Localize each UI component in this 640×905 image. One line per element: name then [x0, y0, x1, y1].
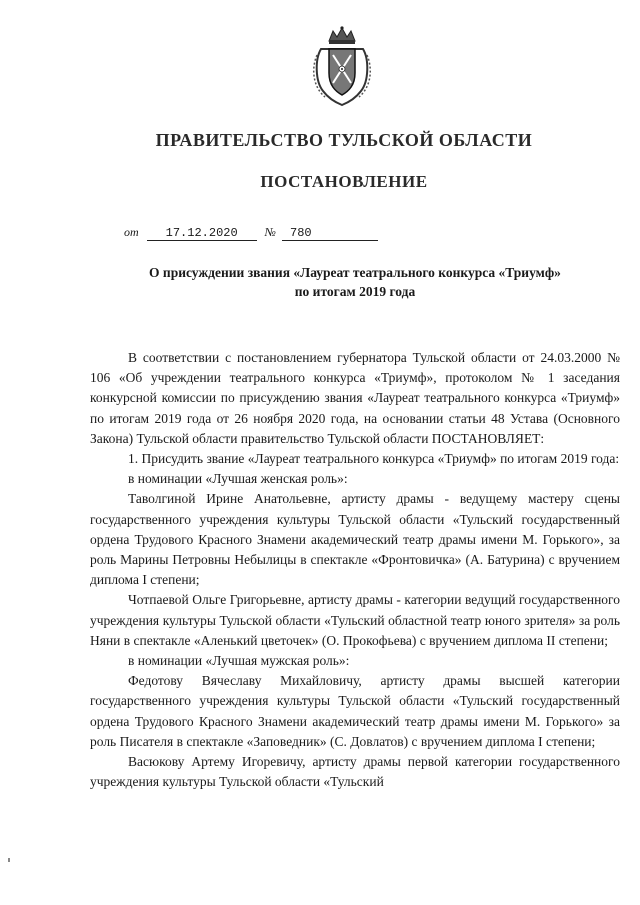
- coat-of-arms-emblem: [307, 25, 377, 107]
- number-label: №: [264, 225, 276, 239]
- document-body: [90, 348, 620, 792]
- laureate-paragraph: Васюкову Артему Игоревичу, артисту драмы первой категории государственного учреждения культуры Тульской области «Тульский: [90, 754, 620, 790]
- resolution-item-1: 1. Присудить звание «Лауреат театрального конкурса «Триумф» по итогам 2019 года:: [128, 451, 620, 467]
- document-type-title: ПОСТАНОВЛЕНИЕ: [260, 172, 428, 191]
- document-number: 780: [282, 226, 378, 241]
- document-date: 17.12.2020: [147, 226, 257, 241]
- scan-artifact: [8, 858, 10, 862]
- government-title: ПРАВИТЕЛЬСТВО ТУЛЬСКОЙ ОБЛАСТИ: [155, 130, 533, 150]
- nomination-male-heading: в номинации «Лучшая мужская роль»:: [128, 653, 350, 669]
- document-subject: [90, 263, 620, 301]
- nomination-female-heading: в номинации «Лучшая женская роль»:: [128, 471, 348, 487]
- registration-line: [124, 224, 378, 241]
- date-label: от: [124, 225, 139, 239]
- laureate-paragraph: Чотпаевой Ольге Григорьевне, артисту драмы - категории ведущий государственного учреждения культуры Тульской области «Тульский областной театр юного зрителя» за роль Няни в спектакле «Аленький цветочек» (О. Прокофьева) с вручением диплома II степени;: [90, 592, 620, 648]
- preamble-paragraph: В соответствии с постановлением губернатора Тульской области от 24.03.2000 № 106 «Об учреждении театрального конкурса «Триумф», протоколом № 1 заседания конкурсной комиссии по присуждению звания «Лауреат театрального конкурса «Триумф» по итогам 2019 года от 26 ноября 2020 года, на основании статьи 48 Устава (Основного Закона) Тульской области правительство Тульской области ПОСТАНОВЛЯЕТ:: [90, 350, 620, 446]
- laureate-paragraph: Федотову Вячеславу Михайловичу, артисту драмы высшей категории государственного учреждения культуры Тульской области «Тульский государственный ордена Трудового Красного Знамени академический театр драмы имени М. Горького» за роль Писателя в спектакле «Заповедник» (С. Довлатов) с вручением диплома I степени;: [90, 673, 620, 749]
- laureate-paragraph: Таволгиной Ирине Анатольевне, артисту драмы - ведущему мастеру сцены государственного учреждения культуры Тульской области «Тульский государственный ордена Трудового Красного Знамени академический театр драмы имени М. Горького», за роль Марины Петровны Небылицы в спектакле «Фронтовичка» (А. Батурина) с вручением диплома I степени;: [90, 491, 620, 588]
- subject-line-1: О присуждении звания «Лауреат театрального конкурса «Триумф»: [149, 265, 561, 280]
- subject-line-2: по итогам 2019 года: [294, 284, 416, 299]
